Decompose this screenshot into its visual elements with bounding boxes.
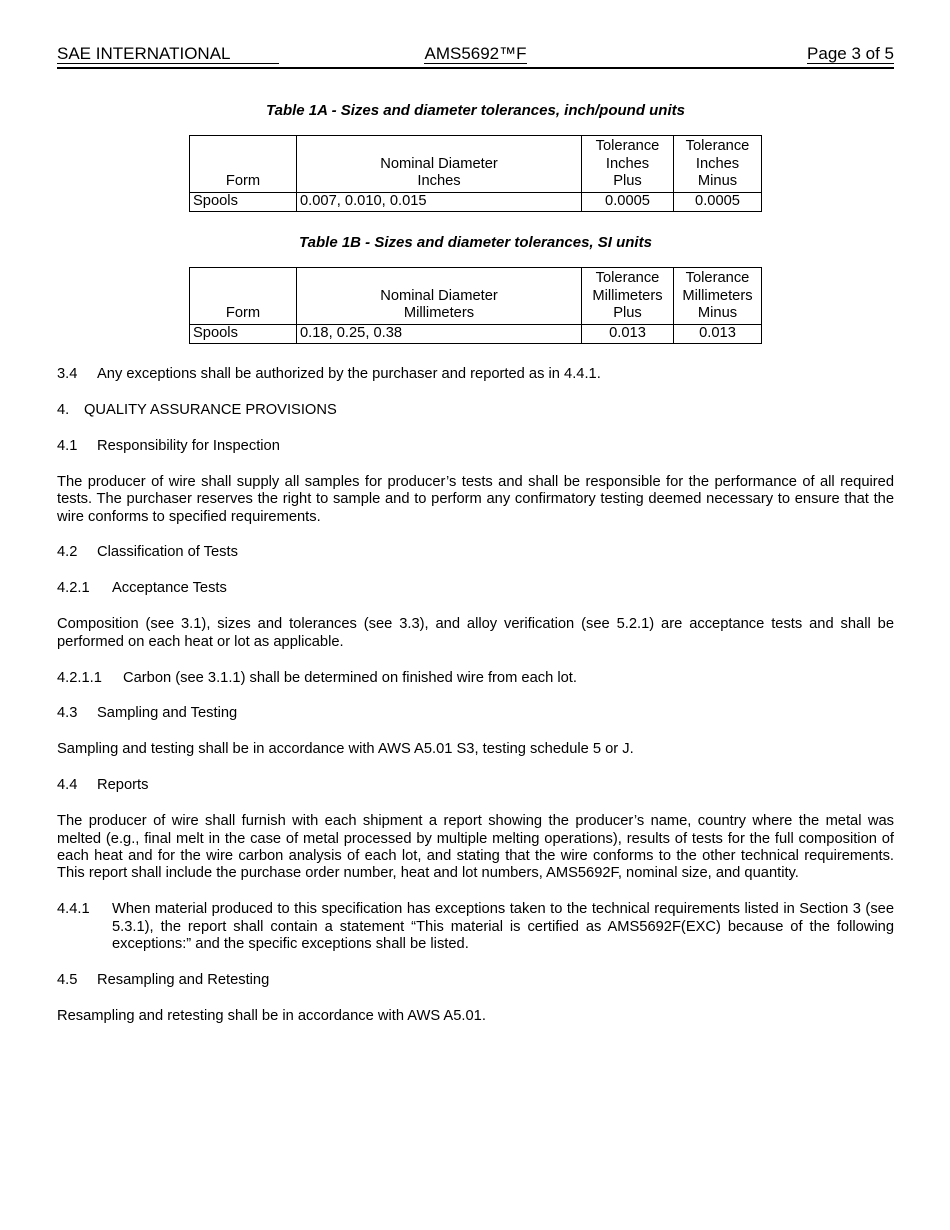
- table-1b-title: Table 1B - Sizes and diameter tolerances, SI units: [299, 234, 652, 251]
- section-text: Carbon (see 3.1.1) shall be determined on finished wire from each lot.: [123, 669, 577, 686]
- section-heading-4-4: [57, 777, 894, 794]
- table-1b-data-row: [190, 324, 762, 344]
- header-page-number: [527, 44, 894, 64]
- paragraph-sampling-and-testing: Sampling and testing shall be in accordance with AWS A5.01 S3, testing schedule 5 or J.: [57, 741, 634, 758]
- section-heading-4: [57, 402, 894, 419]
- header-document-number: [424, 44, 526, 64]
- section-heading-3-4: [57, 366, 894, 383]
- section-number: 4.2: [57, 544, 78, 561]
- table-1b-col-header-tolerance-minus: Tolerance Millimeters Minus: [674, 268, 762, 325]
- table-1a-col-header-form: Form: [190, 136, 297, 193]
- table-1a-col-header-tolerance-minus: Tolerance Inches Minus: [674, 136, 762, 193]
- section-text: Reports: [97, 777, 149, 794]
- table-1b-col-header-form: Form: [190, 268, 297, 325]
- table-1a: [189, 135, 762, 212]
- table-1b-cell-form: Spools: [190, 324, 297, 344]
- section-number: 4.: [57, 401, 70, 418]
- table-1a-title: Table 1A - Sizes and diameter tolerances, inch/pound units: [266, 102, 685, 119]
- section-text: QUALITY ASSURANCE PROVISIONS: [84, 401, 337, 418]
- section-number: 3.4: [57, 366, 78, 382]
- section-number: 4.4.1: [57, 901, 90, 918]
- section-heading-4-5: [57, 972, 894, 989]
- paragraph-acceptance-tests: Composition (see 3.1), sizes and tolerances (see 3.3), and alloy verification (see 5.2.1) are acceptance tests and shall be performed on each heat or lot as applicable.: [57, 616, 894, 650]
- table-1b-col-header-nominal-diameter: Nominal Diameter Millimeters: [297, 268, 582, 325]
- section-text: Acceptance Tests: [112, 580, 227, 597]
- section-number: 4.4: [57, 777, 78, 794]
- table-1a-cell-form: Spools: [190, 192, 297, 212]
- header-organization-text: SAE INTERNATIONAL: [57, 44, 279, 64]
- table-1b-cell-tolerance-plus: 0.013: [582, 324, 674, 344]
- table-1b: [189, 267, 762, 344]
- page-content: [57, 102, 894, 1025]
- table-1a-col-header-nominal-diameter: Nominal Diameter Inches: [297, 136, 582, 193]
- section-text: Classification of Tests: [97, 544, 238, 561]
- section-4-4-1: [57, 901, 894, 953]
- header-page-number-text: Page 3 of 5: [807, 44, 895, 63]
- table-1a-cell-nominal-diameter: 0.007, 0.010, 0.015: [297, 192, 582, 212]
- section-heading-4-2-1: [57, 580, 894, 597]
- table-1b-header-row: [190, 268, 762, 325]
- section-number: 4.2.1.1: [57, 669, 102, 686]
- section-heading-4-3: [57, 705, 894, 722]
- section-heading-4-2-1-1: [57, 670, 894, 687]
- section-text: Any exceptions shall be authorized by the purchaser and reported as in 4.4.1.: [97, 366, 601, 382]
- header-document-number-text: AMS5692™F: [424, 44, 527, 63]
- page-header: [57, 44, 894, 69]
- section-text: Sampling and Testing: [97, 705, 238, 722]
- table-1a-cell-tolerance-minus: 0.0005: [674, 192, 762, 212]
- table-1b-cell-nominal-diameter: 0.18, 0.25, 0.38: [297, 324, 582, 344]
- section-text: When material produced to this specification has exceptions taken to the technical requirements listed in Section 3 (see 5.3.1), the report shall contain a statement “This material is certified as AMS5692F(EXC) because of the following exceptions:” and the specific exceptions shall be listed.: [112, 901, 894, 953]
- table-1a-cell-tolerance-plus: 0.0005: [582, 192, 674, 212]
- table-1a-header-row: [190, 136, 762, 193]
- section-number: 4.3: [57, 705, 78, 722]
- section-text: Responsibility for Inspection: [97, 437, 280, 454]
- table-1a-data-row: [190, 192, 762, 212]
- table-1b-cell-tolerance-minus: 0.013: [674, 324, 762, 344]
- section-number: 4.2.1: [57, 580, 90, 597]
- table-1b-col-header-tolerance-plus: Tolerance Millimeters Plus: [582, 268, 674, 325]
- section-number: 4.5: [57, 972, 78, 989]
- section-number: 4.1: [57, 437, 78, 454]
- paragraph-reports: The producer of wire shall furnish with each shipment a report showing the producer’s name, country where the metal was melted (e.g., final melt in the case of metal processed by multiple melting operations), results of tests for the full composition of each heat and for the wire carbon analysis of each lot, and stating that the wire conforms to the other technical requirements. This report shall include the purchase order number, heat and lot numbers, AMS5692F, nominal size, and quantity.: [57, 813, 894, 882]
- paragraph-resampling-and-retesting: Resampling and retesting shall be in accordance with AWS A5.01.: [57, 1007, 486, 1024]
- table-1a-col-header-tolerance-plus: Tolerance Inches Plus: [582, 136, 674, 193]
- header-organization: [57, 44, 424, 64]
- section-heading-4-1: [57, 438, 894, 455]
- section-heading-4-2: [57, 544, 894, 561]
- paragraph-responsibility-for-inspection: The producer of wire shall supply all samples for producer’s tests and shall be responsible for the performance of all required tests. The purchaser reserves the right to sample and to perform any confirmatory testing deemed necessary to ensure that the wire conforms to specified requirements.: [57, 473, 894, 525]
- section-text: Resampling and Retesting: [97, 972, 270, 989]
